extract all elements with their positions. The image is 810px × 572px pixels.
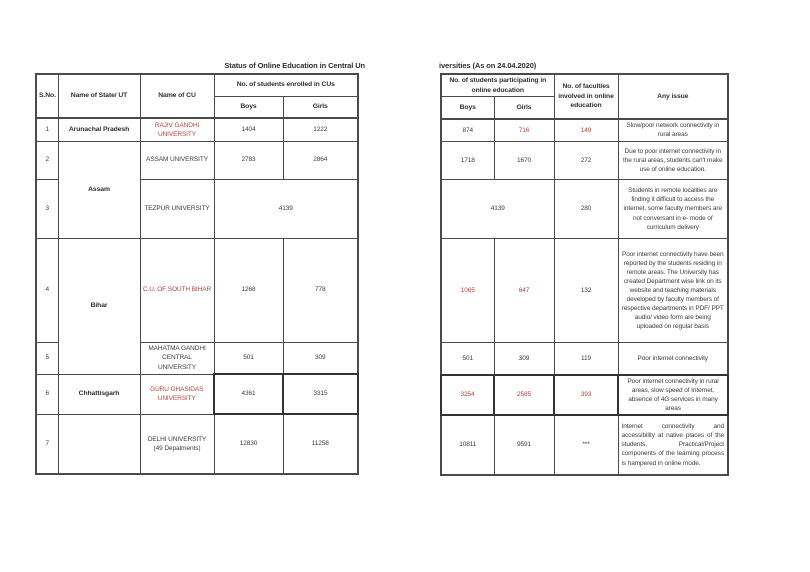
table-row [441,343,728,375]
sno-cell: 6 [36,374,58,414]
page-title-left: Status of Online Education in Central Un [224,61,365,70]
part-boys-value: 501 [441,343,494,375]
girls-value: 1222 [283,118,358,141]
boys-value: 12830 [214,414,283,474]
faculties-value: 149 [554,119,618,142]
col-header-girls: Girls [494,97,554,119]
girls-value: 11258 [283,414,358,474]
girls-value: 778 [283,238,358,342]
table-row [441,142,728,180]
part-girls-value: 1670 [494,142,554,180]
faculties-value: 272 [554,142,618,180]
faculties-value: 280 [554,180,618,239]
col-header-cu: Name of CU [140,74,214,118]
table-row [36,141,358,179]
boys-value: 1404 [214,118,283,141]
left-table [35,73,359,475]
cu-cell: ASSAM UNIVERSITY [140,141,214,179]
col-header-participating: No. of students participating in online education [441,74,554,97]
table-row [441,239,728,343]
table-row [441,119,728,142]
cu-cell: C.U. OF SOUTH BIHAR [140,238,214,342]
col-header-boys: Boys [441,97,494,119]
state-cell: Arunachal Pradesh [58,118,140,141]
part-girls-value: 2585 [494,375,554,415]
faculties-value: 132 [554,239,618,343]
girls-value: 3315 [283,374,358,414]
girls-value: 309 [283,342,358,374]
issue-cell: Students in remote localities are finding it difficult to access the internet, some faculty members are not conversant in e- mode of curriculum delivery [618,180,728,239]
part-boys-value: 10811 [441,415,494,475]
table-row [36,238,358,342]
col-header-girls: Girls [283,96,358,118]
col-header-any-issue: Any issue [618,74,728,119]
part-girls-value: 716 [494,119,554,142]
col-header-faculties: No. of faculties involved in online education [554,74,618,119]
faculties-value: 393 [554,375,618,415]
part-girls-value: 9591 [494,415,554,475]
part-boys-value: 1065 [441,239,494,343]
sno-cell: 3 [36,179,58,238]
sno-cell: 2 [36,141,58,179]
table-row [36,118,358,141]
col-header-state: Name of State/ UT [58,74,140,118]
faculties-value: *** [554,415,618,475]
issue-cell: Poor internet connectivity have been reported by the students residing in remote areas. The University has created Department wise link on its website and teaching materials developed by faculty members of respective departments in PDF/ PPT audio/ video form are being uploaded on regular basis [618,239,728,343]
sno-cell: 1 [36,118,58,141]
table-row [441,415,728,475]
cu-cell: RAJIV GANDHI UNIVERSITY [140,118,214,141]
boys-value: 4361 [214,374,283,414]
issue-cell: Poor internet connectivity [618,343,728,375]
boys-value: 2783 [214,141,283,179]
boys-value: 501 [214,342,283,374]
cu-cell: GURU GHASIDAS UNIVERSITY [140,374,214,414]
part-boys-value: 1718 [441,142,494,180]
col-header-enrolled: No. of students enrolled in CUs [214,74,358,96]
issue-cell: Due to poor internet connectivity in the rural areas, students can't make use of online education. [618,142,728,180]
state-cell [58,414,140,474]
merged-enrolled-value: 4139 [214,179,358,238]
issue-cell: Internet connectivity and accessibility at native places of the students, Practical/Project components of the learning process is hampered in online mode. [618,415,728,475]
page-title-right: iversities (As on 24.04.2020) [439,61,537,70]
right-table [440,73,729,476]
table-row [36,374,358,414]
cu-cell: MAHATMA GANDHI CENTRAL UNIVERSITY [140,342,214,374]
part-girls-value: 309 [494,343,554,375]
state-cell: Chhattisgarh [58,374,140,414]
cu-cell: TEZPUR UNIVERSITY [140,179,214,238]
col-header-boys: Boys [214,96,283,118]
merged-participating-value: 4139 [441,180,554,239]
part-boys-value: 3254 [441,375,494,415]
state-cell: Bihar [58,238,140,374]
issue-cell: Poor internet connectivity in rural areas, slow speed of Internet, absence of 4G services in many areas [618,375,728,415]
faculties-value: 119 [554,343,618,375]
table-row [36,414,358,474]
sno-cell: 7 [36,414,58,474]
part-boys-value: 874 [441,119,494,142]
issue-cell: Slow/poor network connectivity in rural areas [618,119,728,142]
sno-cell: 5 [36,342,58,374]
cu-cell: DELHI UNIVERSITY (49 Depatments) [140,414,214,474]
girls-value: 2864 [283,141,358,179]
boys-value: 1268 [214,238,283,342]
col-header-sno: S.No. [36,74,58,118]
table-row [441,375,728,415]
state-cell: Assam [58,141,140,238]
part-girls-value: 647 [494,239,554,343]
table-row [441,180,728,239]
sno-cell: 4 [36,238,58,342]
